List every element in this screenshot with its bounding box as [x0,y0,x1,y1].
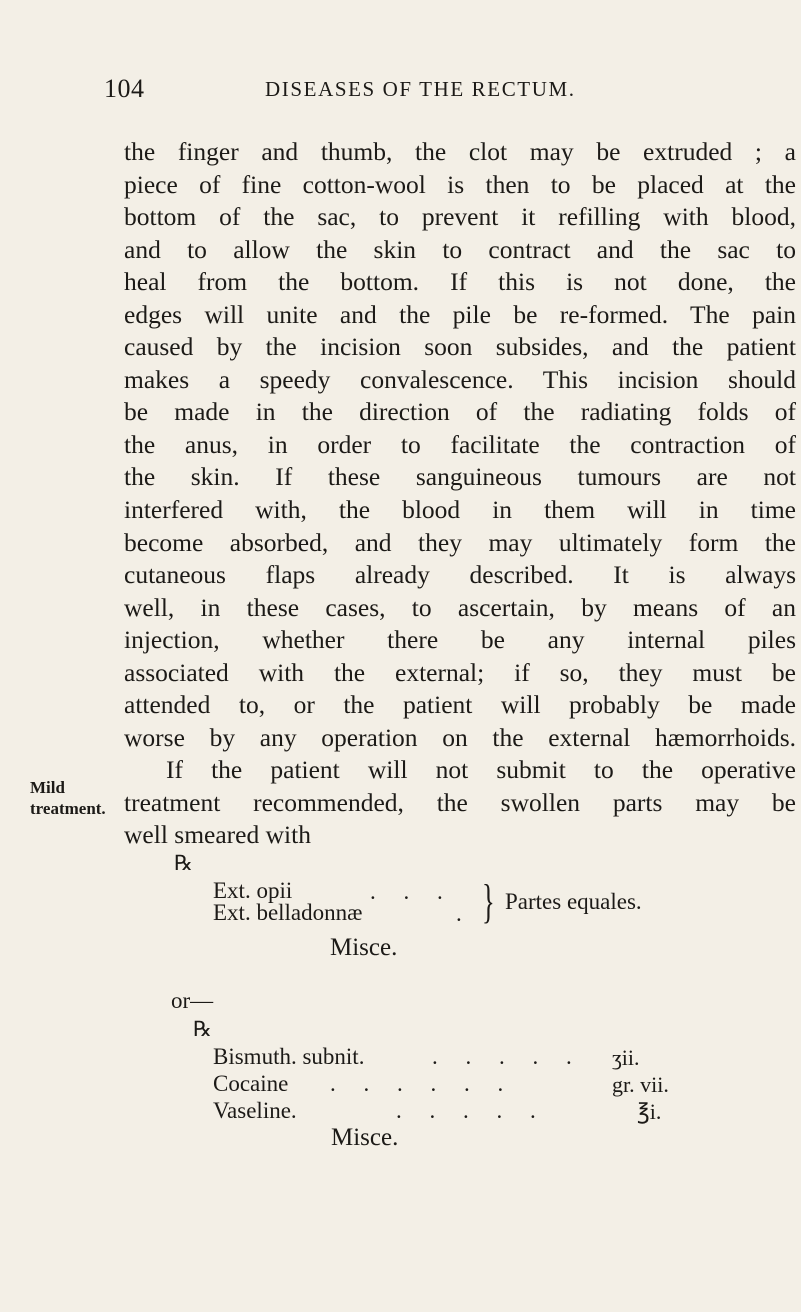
margin-note [30,778,122,818]
brace: } [482,875,495,928]
text-line: well, in these cases, to ascertain, by means of an [124,592,796,622]
prescription-instruction: Misce. [330,934,398,961]
text-line: bottom of the sac, to prevent it refilling with blood, [124,202,796,232]
prescription-item: Ext. opii [213,878,293,903]
prescription-item: Vaseline. [213,1098,297,1123]
text-line: edges will unite and the pile be re-formed. The pain [124,299,796,329]
text-line: interfered with, the blood in them will in time [124,495,796,525]
text-line: injection, whether there be any internal piles [124,625,796,655]
text-line: caused by the incision soon subsides, and the patient [124,332,796,362]
text-line: well smeared with [124,820,311,850]
prescription-quantity: ℥i. [637,1099,662,1124]
text-line: the skin. If these sanguineous tumours are not [124,462,796,492]
running-head: DISEASES OF THE RECTUM. [265,77,576,101]
recipe-symbol: ℞ [193,1017,212,1041]
text-line: If the patient will not submit to the operative [166,755,796,785]
text-line: associated with the external; if so, they must be [124,657,796,687]
text-line: and to allow the skin to contract and the sac to [124,234,796,264]
prescription-quantity: Partes equales. [505,889,642,914]
dot-leader: . . . . . [396,1098,547,1123]
text-line: attended to, or the patient will probably be made [124,690,796,720]
dot-leader: . . . [370,879,454,904]
margin-note-line: treatment. [30,799,106,818]
text-line: become absorbed, and they may ultimately form the [124,527,796,557]
recipe-symbol: ℞ [174,851,193,875]
page-header [0,74,801,108]
page-number: 104 [104,74,145,103]
text-line: cutaneous flaps already described. It is always [124,560,796,590]
prescription-item: Bismuth. subnit. [213,1044,365,1069]
text-line: treatment recommended, the swollen parts may be [124,787,796,817]
dot-leader: . . . . . . [330,1071,515,1096]
dot-leader: . . . . . [432,1044,583,1069]
text-line: heal from the bottom. If this is not done, the [124,267,796,297]
prescription-instruction: Misce. [331,1124,399,1151]
prescription-quantity: ʒii. [612,1045,640,1070]
text-line: worse by any operation on the external hæmorrhoids. [124,722,796,752]
prescription-quantity: gr. vii. [612,1072,669,1097]
text-line: the finger and thumb, the clot may be extruded ; a [124,137,796,166]
prescription-item: Ext. belladonnæ [213,900,363,925]
prescription-item: Cocaine [213,1071,289,1096]
dot-leader: . [456,901,473,926]
text-line: the anus, in order to facilitate the contraction of [124,429,796,459]
text-line: piece of fine cotton-wool is then to be placed at the [124,169,796,199]
margin-note-line: Mild [30,778,65,797]
text-line: makes a speedy convalescence. This incision should [124,364,796,394]
body-paragraph [124,136,796,852]
text-line: be made in the direction of the radiating folds of [124,397,796,427]
connector-text: or— [171,988,214,1013]
